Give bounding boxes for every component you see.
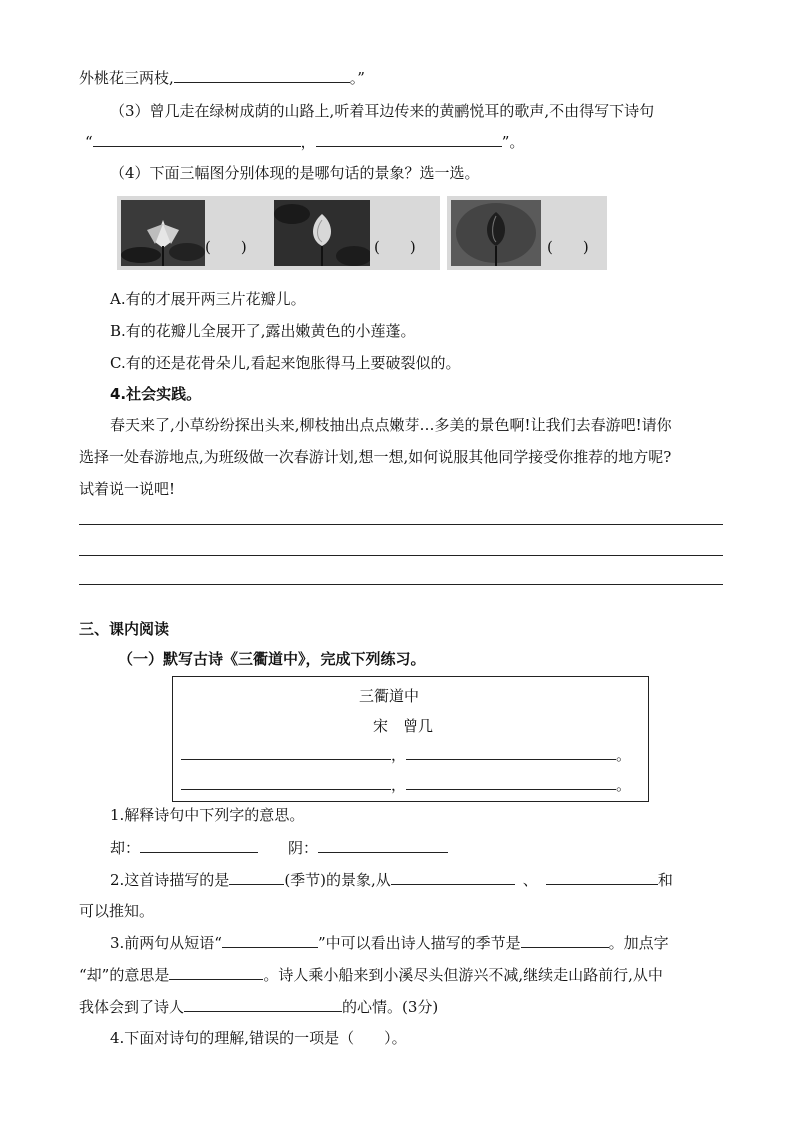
option-c: C.有的还是花骨朵儿,看起来饱胀得马上要破裂似的。 — [110, 354, 461, 372]
answer-blank[interactable] — [318, 836, 448, 853]
lotus-picture-2 — [270, 196, 440, 270]
q1-label: 1.解释诗句中下列字的意思。 — [110, 806, 305, 824]
answer-blank[interactable] — [222, 931, 318, 948]
poem-title: 三衢道中 — [359, 687, 420, 705]
answer-blank[interactable] — [546, 868, 658, 885]
answer-paren[interactable]: ( ) — [374, 238, 416, 256]
option-a: A.有的才展开两三片花瓣儿。 — [110, 290, 306, 308]
q4-label: （4）下面三幅图分别体现的是哪句话的景象？选一选。 — [110, 164, 480, 182]
qq2-line-2: 可以推知。 — [79, 902, 155, 920]
poem-author: 宋 曾几 — [373, 717, 434, 735]
answer-line[interactable] — [79, 584, 723, 585]
q1-answer-line — [110, 836, 448, 859]
q2-tail-line — [79, 66, 365, 89]
section-title: 三、课内阅读 — [79, 620, 170, 638]
practice-title: 4.社会实践。 — [110, 385, 202, 403]
lotus-bud-image — [451, 200, 541, 266]
lotus-full-bloom-image — [274, 200, 370, 266]
word-que: 却： — [110, 839, 141, 857]
answer-blank[interactable] — [174, 66, 350, 83]
answer-paren[interactable]: ( ) — [205, 238, 247, 256]
qq3-line-1 — [110, 931, 669, 954]
poem-line-1 — [181, 743, 631, 766]
practice-text-3: 试着说一说吧! — [79, 480, 176, 498]
answer-line[interactable] — [79, 524, 723, 525]
qq3-text: 。诗人乘小船来到小溪尽头但游兴不减,继续走山路前行,从中 — [263, 966, 663, 984]
word-yin: 阴： — [288, 839, 319, 857]
answer-paren[interactable]: ( ) — [547, 238, 589, 256]
answer-blank[interactable] — [169, 963, 263, 980]
qq3-text: 。加点字 — [608, 934, 669, 952]
answer-blank[interactable] — [406, 773, 616, 790]
comma: ， — [391, 746, 407, 764]
answer-blank[interactable] — [521, 931, 609, 948]
qq3-text: 的心情。(3分) — [342, 998, 439, 1016]
answer-line[interactable] — [79, 555, 723, 556]
open-quote: “ — [85, 133, 93, 151]
answer-blank[interactable] — [93, 130, 301, 147]
qq3-text: ”中可以看出诗人描写的季节是 — [317, 934, 521, 952]
answer-blank[interactable] — [184, 995, 342, 1012]
poem-line-2 — [181, 773, 631, 796]
lotus-half-open-image — [121, 200, 205, 266]
qq3-line-3 — [79, 995, 438, 1018]
qq2-text: 和 — [657, 871, 673, 889]
qq2-text: 、 — [522, 871, 538, 889]
qq2-text: 2.这首诗描写的是 — [110, 871, 230, 889]
poem-box — [172, 676, 649, 802]
answer-blank[interactable] — [316, 130, 502, 147]
qq4-label: 4.下面对诗句的理解,错误的一项是（ ）。 — [110, 1029, 407, 1047]
close-quote: ”。 — [501, 133, 525, 151]
comma: ， — [300, 133, 316, 151]
answer-blank[interactable] — [140, 836, 258, 853]
qq2-line-1 — [110, 868, 673, 891]
qq3-line-2 — [79, 963, 663, 986]
subsection-title: （一）默写古诗《三衢道中》，完成下列练习。 — [118, 650, 426, 668]
qq2-text: (季节)的景象,从 — [284, 871, 391, 889]
qq3-text: 我体会到了诗人 — [79, 998, 185, 1016]
period: 。 — [616, 776, 632, 794]
q2-tail-prefix: 外桃花三两枝, — [79, 69, 174, 87]
practice-text-2: 选择一处春游地点,为班级做一次春游计划,想一想,如何说服其他同学接受你推荐的地方呢? — [79, 448, 672, 466]
qq3-text: “却”的意思是 — [79, 966, 170, 984]
practice-text-1: 春天来了,小草纷纷探出头来,柳枝抽出点点嫩芽…多美的景色啊!让我们去春游吧!请你 — [110, 416, 672, 434]
answer-blank[interactable] — [229, 868, 284, 885]
q3-label: （3）曾几走在绿树成荫的山路上,听着耳边传来的黄鹂悦耳的歌声,不由得写下诗句 — [110, 102, 655, 120]
answer-blank[interactable] — [181, 773, 391, 790]
q3-answer-line — [85, 130, 524, 153]
answer-blank[interactable] — [181, 743, 391, 760]
lotus-picture-3 — [447, 196, 607, 270]
period: 。 — [616, 746, 632, 764]
answer-blank[interactable] — [391, 868, 515, 885]
answer-blank[interactable] — [406, 743, 616, 760]
comma: ， — [391, 776, 407, 794]
option-b: B.有的花瓣儿全展开了,露出嫩黄色的小莲蓬。 — [110, 322, 416, 340]
qq3-text: 3.前两句从短语“ — [110, 934, 222, 952]
lotus-picture-1 — [117, 196, 275, 270]
q2-tail-suffix: 。” — [349, 69, 365, 87]
